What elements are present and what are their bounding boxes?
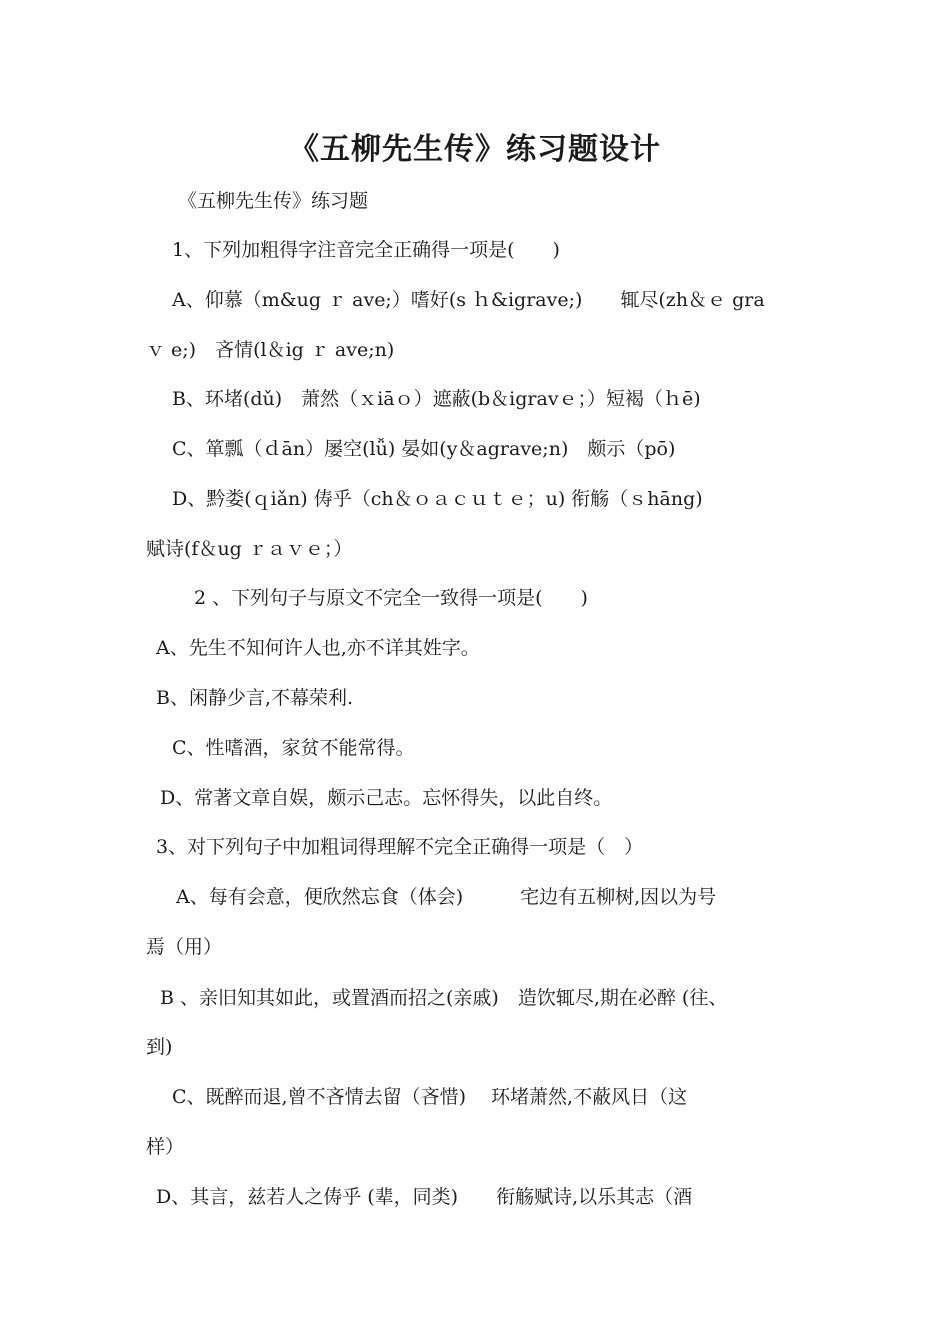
question-2-option-b: B、闲静少言,不幕荣利. [156,687,354,709]
question-3-stem: 3、对下列句子中加粗词得理解不完全正确得一项是（ ） [156,836,644,858]
question-1-option-a-continued: ｖ e;) 吝情(l＆ig ｒ ave;n) [146,339,395,361]
question-3-option-a-continued: 焉（用） [146,936,223,958]
question-2-option-d: D、常著文章自娱，颇示己志。忘怀得失，以此自终。 [160,787,613,809]
question-3-option-c-continued: 样） [146,1136,185,1158]
question-1-option-d-continued: 赋诗(f＆ug ｒａｖｅ；） [146,538,353,560]
question-2-option-c: C、性嗜酒，家贫不能常得。 [172,737,415,759]
question-1-option-d: D、黔娄(ｑiǎn) 俦乎（ch＆ｏａｃｕｔｅ；u) 衔觞（ｓhāng) [172,488,703,510]
question-1-option-a: A、仰慕（m&ug ｒ ave;）嗜好(s ｈ&igrave;) 辄尽(zh＆ｅ gra [172,289,765,311]
question-3-option-c: C、既醉而退,曾不吝情去留（吝惜) 环堵萧然,不蔽风日（这 [172,1086,688,1108]
document-subtitle: 《五柳先生传》练习题 [178,190,369,212]
question-3-option-b-continued: 到) [146,1036,173,1058]
question-2-stem: 2 、下列句子与原文不完全一致得一项是( ) [194,587,588,609]
question-1-option-b: B、环堵(dǔ) 萧然（ｘiāｏ）遮蔽(b＆igravｅ；）短褐（ｈē) [172,388,701,410]
question-3-option-b: B 、亲旧知其如此，或置酒而招之(亲戚) 造饮辄尽,期在必醉 (往、 [160,987,728,1009]
question-3-option-d: D、其言，兹若人之俦乎 (辈，同类) 衔觞赋诗,以乐其志（酒 [156,1186,693,1208]
question-1-option-c: C、箪瓢（ｄān）屡空(lǚ) 晏如(y＆agrave;n) 颇示（pō) [172,438,676,460]
document-title: 《五柳先生传》练习题设计 [289,132,661,167]
question-2-option-a: A、先生不知何许人也,亦不详其姓字。 [156,637,480,659]
question-3-option-a: A、每有会意，便欣然忘食（体会) 宅边有五柳树,因以为号 [176,886,717,908]
question-1-stem: 1、下列加粗得字注音完全正确得一项是( ) [172,239,560,261]
